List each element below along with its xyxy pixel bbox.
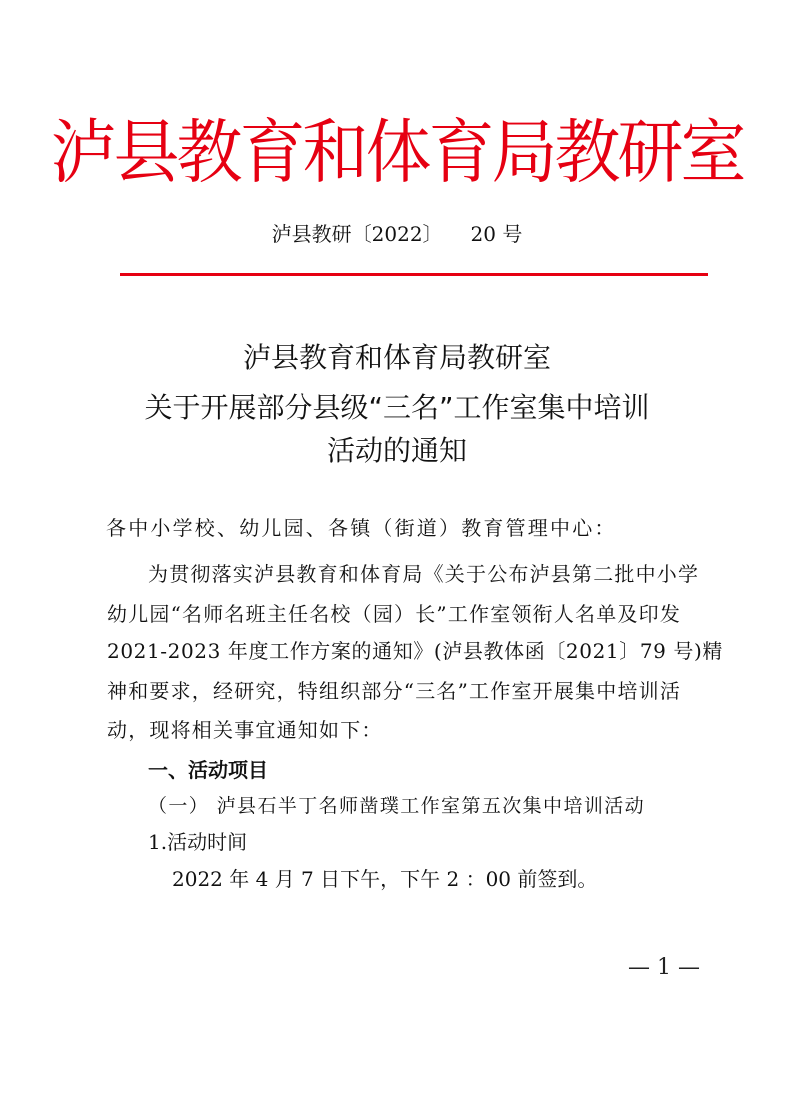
paragraph-line-4: 神和要求，经研究，特组织部分“三名”工作室开展集中培训活: [107, 679, 682, 703]
page-number: — 1 —: [628, 955, 700, 980]
document-number-prefix: 泸县教研〔2022〕: [271, 222, 443, 246]
document-number-suffix: 20 号: [470, 222, 523, 246]
title-line-2: 关于开展部分县级“三名”工作室集中培训: [144, 391, 650, 424]
title-line-1: 泸县教育和体育局教研室: [242, 341, 551, 374]
subsection-heading: （一） 泸县石半丁名师凿璞工作室第五次集中培训活动: [148, 795, 646, 817]
activity-time: 2022 年 4 月 7 日下午，下午 2 ：00 前签到。: [172, 867, 598, 891]
section-heading: 一、活动项目: [148, 758, 268, 782]
org-masthead: 泸县教育和体育局教研室: [50, 112, 744, 193]
red-divider: [120, 273, 708, 276]
item-heading: 1.活动时间: [148, 830, 248, 854]
paragraph-line-2: 幼儿园“名师名班主任名校（园）长”工作室领衔人名单及印发: [107, 602, 682, 626]
title-line-3: 活动的通知: [326, 434, 467, 467]
document-number: [0, 220, 794, 248]
paragraph-line-5: 动，现将相关事宜通知如下：: [107, 718, 383, 742]
paragraph-line-3: 2021-2023 年度工作方案的通知》(泸县教体函〔2021〕79 号)精: [107, 639, 724, 663]
paragraph-line-1: 为贯彻落实泸县教育和体育局《关于公布泸县第二批中小学: [148, 562, 700, 586]
greeting: 各中小学校、幼儿园、各镇（街道）教育管理中心：: [106, 516, 617, 540]
